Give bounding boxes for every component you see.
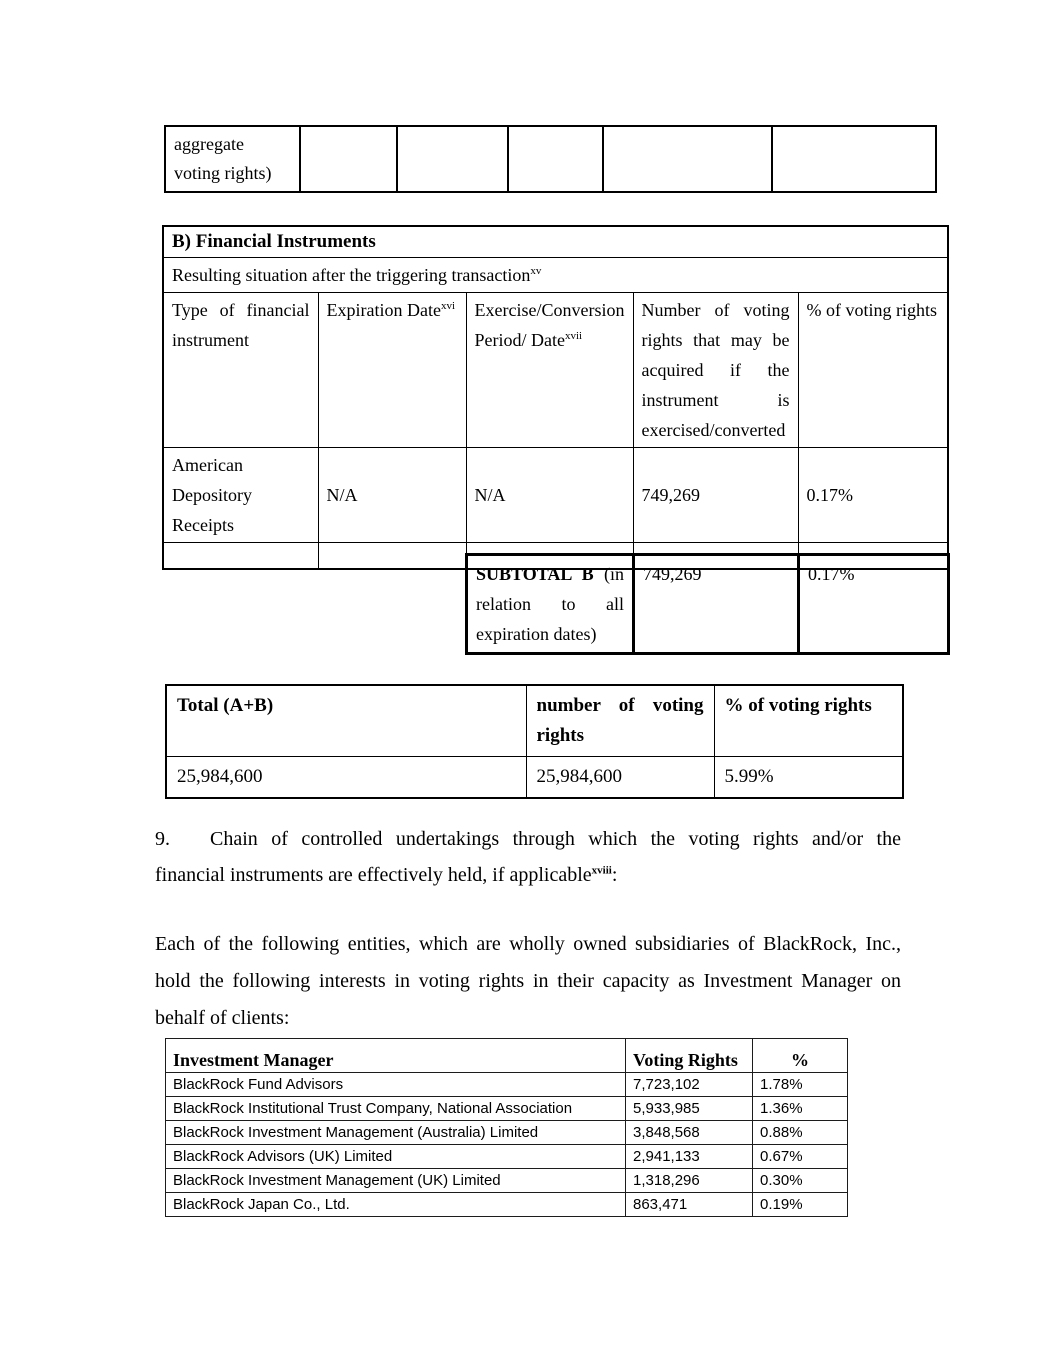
instrument-row (163, 448, 948, 543)
subtotal-label-cell (467, 555, 634, 654)
subtotal-b-table (465, 553, 950, 655)
manager-cell: BlackRock Advisors (UK) Limited (166, 1145, 626, 1169)
table-row (165, 126, 936, 192)
empty-cell (300, 126, 397, 192)
manager-cell: BlackRock Japan Co., Ltd. (166, 1193, 626, 1217)
manager-cell: BlackRock Institutional Trust Company, National Association (166, 1097, 626, 1121)
header-percent-voting-rights: % of voting rights (798, 293, 948, 448)
section-9-line-1: 9. Chain of controlled undertakings through which the voting rights and/or the (155, 828, 901, 850)
voting-rights-cell: 7,723,102 (626, 1073, 753, 1097)
investment-manager-table (165, 1038, 848, 1217)
total-percent-header-cell: % of voting rights (714, 685, 903, 757)
entities-line-2: hold the following interests in voting rights in their capacity as Investment Manager on (155, 970, 901, 992)
percent-cell: 0.30% (753, 1169, 848, 1193)
percent-cell: 1.78% (753, 1073, 848, 1097)
percent-cell: 1.36% (753, 1097, 848, 1121)
entities-line-3: behalf of clients: (155, 1007, 290, 1029)
header-exercise-conversion: Exercise/Conversion Period/ Date$^{xvii}$ (466, 293, 633, 448)
header-voting-rights: Voting Rights (626, 1039, 753, 1073)
voting-rights-cell: 1,318,296 (626, 1169, 753, 1193)
investment-header-row (166, 1039, 848, 1073)
period-cell: N/A (466, 448, 633, 543)
expiration-cell: N/A (318, 448, 466, 543)
aggregate-voting-rights-cell: aggregate voting rights) (165, 126, 300, 192)
table-row (166, 1121, 848, 1145)
entities-paragraph (155, 926, 901, 1037)
subtotal-label-rest: (in relation to all expiration dates) (476, 564, 625, 644)
manager-cell: BlackRock Investment Management (UK) Limited (166, 1169, 626, 1193)
financial-instruments-table (162, 225, 949, 570)
header-type-of-instrument: Type of financial instrument (163, 293, 318, 448)
total-value-row (166, 757, 903, 799)
empty-cell (772, 126, 936, 192)
manager-cell: BlackRock Investment Management (Australia) Limited (166, 1121, 626, 1145)
voting-rights-cell: 863,471 (626, 1193, 753, 1217)
header-percent: % (753, 1039, 848, 1073)
empty-cell (397, 126, 508, 192)
footnote-ref-xv: xv (530, 265, 542, 277)
subtotal-percent-cell: 0.17% (799, 555, 949, 654)
section-title-row (163, 226, 948, 258)
table-row (166, 1169, 848, 1193)
section-9-line-2: financial instruments are effectively held, if applicable$^{xviii}$: (155, 864, 618, 886)
number-cell: 749,269 (633, 448, 798, 543)
section-number: 9. (155, 828, 170, 850)
footnote-ref-xvi: xvi (440, 300, 456, 312)
total-number-header-cell: number of voting rights (526, 685, 714, 757)
manager-cell: BlackRock Fund Advisors (166, 1073, 626, 1097)
subtitle-row (163, 258, 948, 293)
percent-cell: 0.19% (753, 1193, 848, 1217)
total-value-cell: 25,984,600 (166, 757, 526, 799)
table-row (166, 1145, 848, 1169)
percent-cell: 0.17% (798, 448, 948, 543)
section-9-paragraph (155, 821, 901, 893)
subtotal-number-cell: 749,269 (634, 555, 799, 654)
entities-line-1: Each of the following entities, which are wholly owned subsidiaries of BlackRock, Inc., (155, 933, 901, 955)
footnote-ref-xvii: xvii (564, 330, 583, 342)
total-table (165, 684, 904, 799)
percent-cell: 0.88% (753, 1121, 848, 1145)
header-row (163, 293, 948, 448)
table-row (166, 1097, 848, 1121)
header-number-of-voting-rights: Number of voting rights that may be acquired if the instrument is exercised/converted (633, 293, 798, 448)
subtitle-cell (163, 258, 948, 293)
continuation-table (164, 125, 937, 193)
subtitle-text: Resulting situation after the triggering transaction (172, 265, 531, 285)
percent-cell: 0.67% (753, 1145, 848, 1169)
footnote-ref-xviii: xviii (591, 864, 612, 877)
empty-cell (163, 543, 318, 569)
total-number-value-cell: 25,984,600 (526, 757, 714, 799)
total-percent-value-cell: 5.99% (714, 757, 903, 799)
subtotal-label-bold: SUBTOTAL B (476, 564, 594, 584)
table-row (166, 1073, 848, 1097)
header-expiration-date: Expiration Date$^{xvi}$ (318, 293, 466, 448)
instrument-type-cell: American Depository Receipts (163, 448, 318, 543)
voting-rights-cell: 3,848,568 (626, 1121, 753, 1145)
total-header-row (166, 685, 903, 757)
total-header-cell: Total (A+B) (166, 685, 526, 757)
header-investment-manager: Investment Manager (166, 1039, 626, 1073)
empty-cell (318, 543, 466, 569)
empty-cell (508, 126, 603, 192)
table-row (166, 1193, 848, 1217)
voting-rights-cell: 2,941,133 (626, 1145, 753, 1169)
empty-cell (603, 126, 772, 192)
subtotal-row (467, 555, 949, 654)
voting-rights-cell: 5,933,985 (626, 1097, 753, 1121)
section-title: B) Financial Instruments (163, 226, 948, 258)
